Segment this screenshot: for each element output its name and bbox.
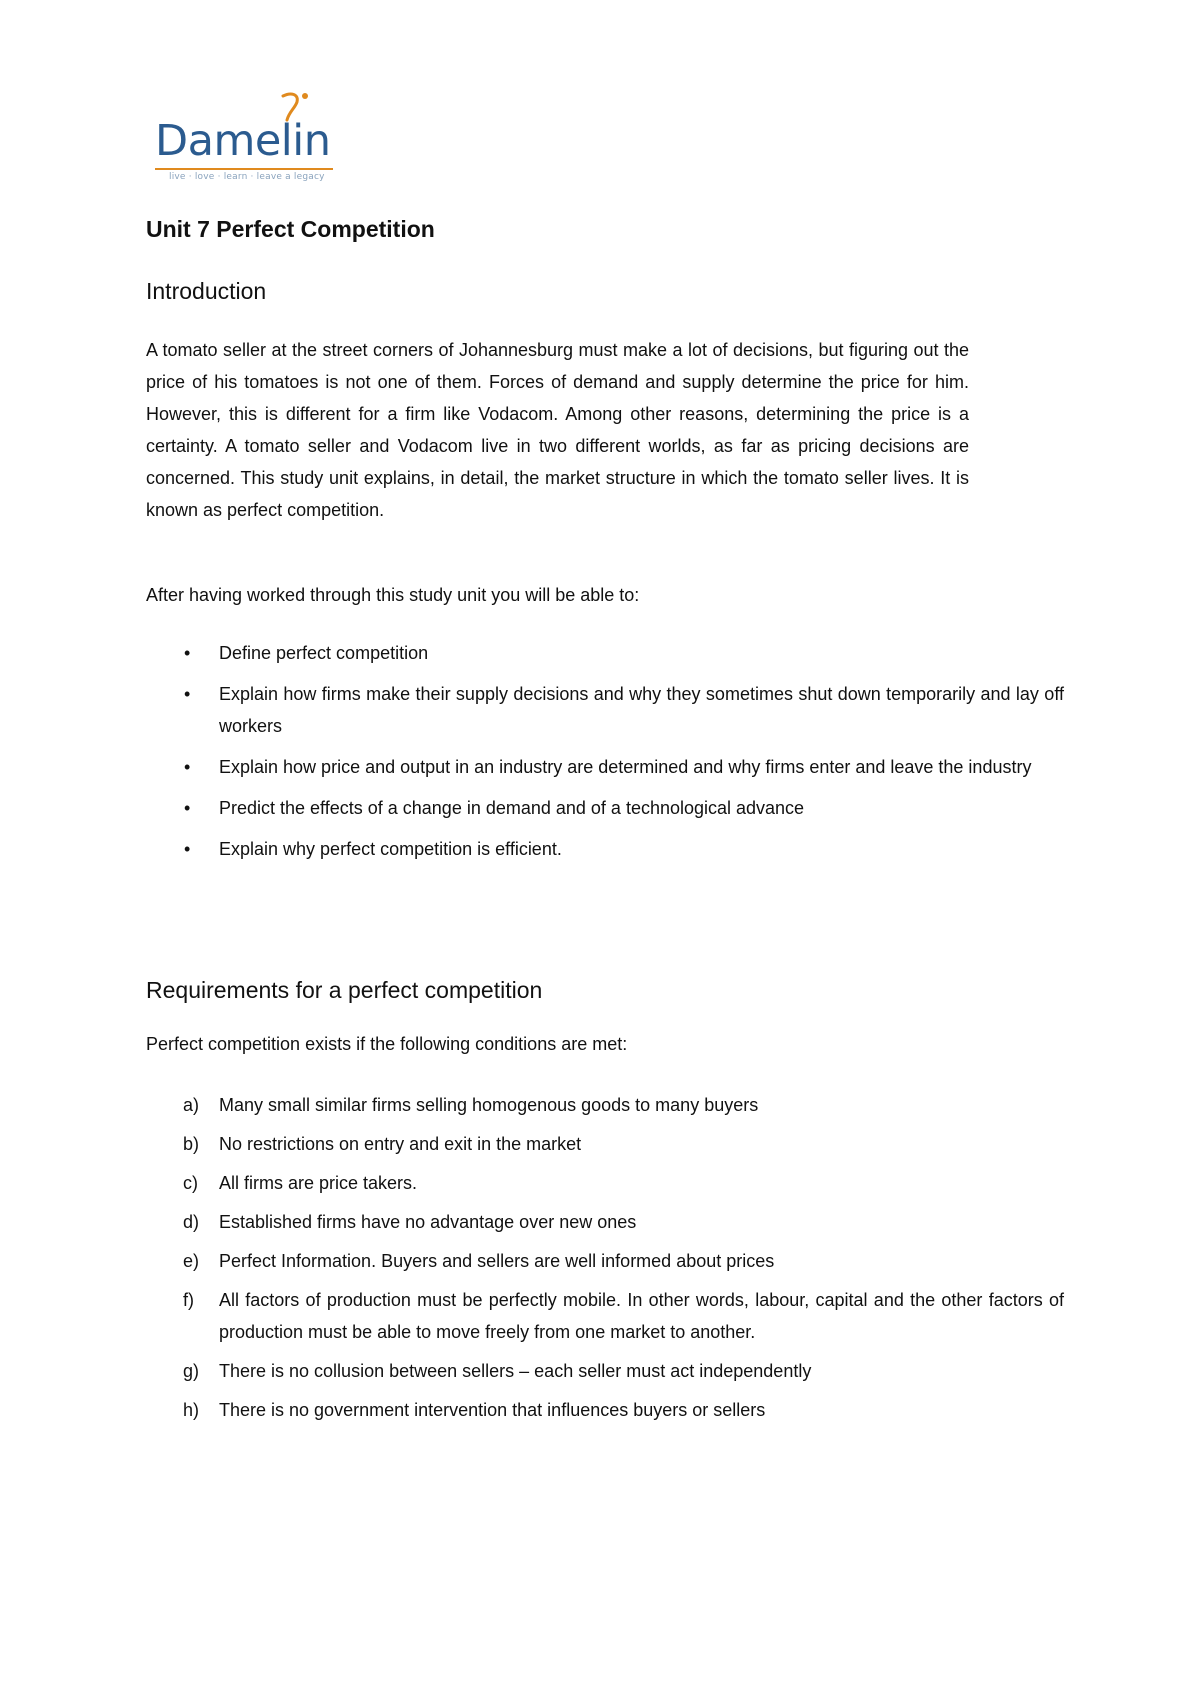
logo-underline	[155, 168, 333, 170]
condition-marker: a)	[183, 1095, 200, 1115]
learning-outcomes-list	[146, 637, 1064, 874]
outcome-text: Explain how price and output in an industry are determined and why firms enter and leave the industry	[219, 757, 1032, 777]
condition-marker: c)	[183, 1173, 198, 1193]
bullet-icon: •	[184, 684, 191, 704]
list-item	[146, 637, 1064, 669]
list-item	[146, 1245, 1064, 1277]
introduction-paragraph: A tomato seller at the street corners of Johannesburg must make a lot of decisions, but figuring out the price of his tomatoes is not one of them. Forces of demand and supply determine the price for him. However, this is different for a firm like Vodacom. Among other reasons, determining the price is a certainty. A tomato seller and Vodacom live in two different worlds, as far as pricing decisions are concerned. This study unit explains, in detail, the market structure in which the tomato seller lives. It is known as perfect competition.	[146, 340, 969, 520]
bullet-icon: •	[184, 757, 191, 777]
condition-text: All firms are price takers.	[219, 1173, 418, 1193]
outcome-text: Explain why perfect competition is efficient.	[219, 839, 562, 859]
bullet-icon: •	[184, 839, 191, 859]
outcome-text: Explain how firms make their supply decisions and why they sometimes shut down temporarily and lay off workers	[219, 684, 1064, 736]
condition-marker: h)	[183, 1400, 200, 1420]
bullet-icon: •	[184, 798, 191, 818]
outcome-text: Define perfect competition	[219, 643, 429, 663]
condition-text: There is no government intervention that influences buyers or sellers	[219, 1400, 766, 1420]
list-item	[146, 751, 1064, 783]
list-item	[146, 833, 1064, 865]
list-item	[146, 1206, 1064, 1238]
condition-text: No restrictions on entry and exit in the market	[219, 1134, 582, 1154]
list-item	[146, 1284, 1064, 1348]
damelin-logo	[155, 92, 345, 192]
requirements-lead: Perfect competition exists if the following conditions are met:	[146, 1034, 628, 1054]
list-item	[146, 1394, 1064, 1426]
condition-marker: b)	[183, 1134, 200, 1154]
condition-marker: d)	[183, 1212, 200, 1232]
condition-marker: e)	[183, 1251, 200, 1271]
list-item	[146, 1167, 1064, 1199]
condition-marker: f)	[183, 1290, 194, 1310]
bullet-icon: •	[184, 643, 191, 663]
condition-text: Many small similar firms selling homogenous goods to many buyers	[219, 1095, 759, 1115]
list-item	[146, 792, 1064, 824]
outcomes-lead: After having worked through this study unit you will be able to:	[146, 585, 640, 605]
list-item	[146, 678, 1064, 742]
list-item	[146, 1128, 1064, 1160]
logo-tagline: live · love · learn · leave a legacy	[169, 172, 325, 182]
condition-text: Established firms have no advantage over new ones	[219, 1212, 637, 1232]
condition-text: There is no collusion between sellers – each seller must act independently	[219, 1361, 812, 1381]
requirements-heading: Requirements for a perfect competition	[146, 977, 543, 1003]
condition-text: All factors of production must be perfectly mobile. In other words, labour, capital and the other factors of production must be able to move freely from one market to another.	[219, 1290, 1064, 1342]
condition-text: Perfect Information. Buyers and sellers are well informed about prices	[219, 1251, 775, 1271]
introduction-heading: Introduction	[146, 278, 267, 304]
list-item	[146, 1089, 1064, 1121]
conditions-list	[146, 1089, 1064, 1433]
logo-wordmark: Damelin	[155, 116, 331, 166]
unit-title: Unit 7 Perfect Competition	[146, 216, 435, 242]
list-item	[146, 1355, 1064, 1387]
outcome-text: Predict the effects of a change in demand and of a technological advance	[219, 798, 805, 818]
condition-marker: g)	[183, 1361, 200, 1381]
